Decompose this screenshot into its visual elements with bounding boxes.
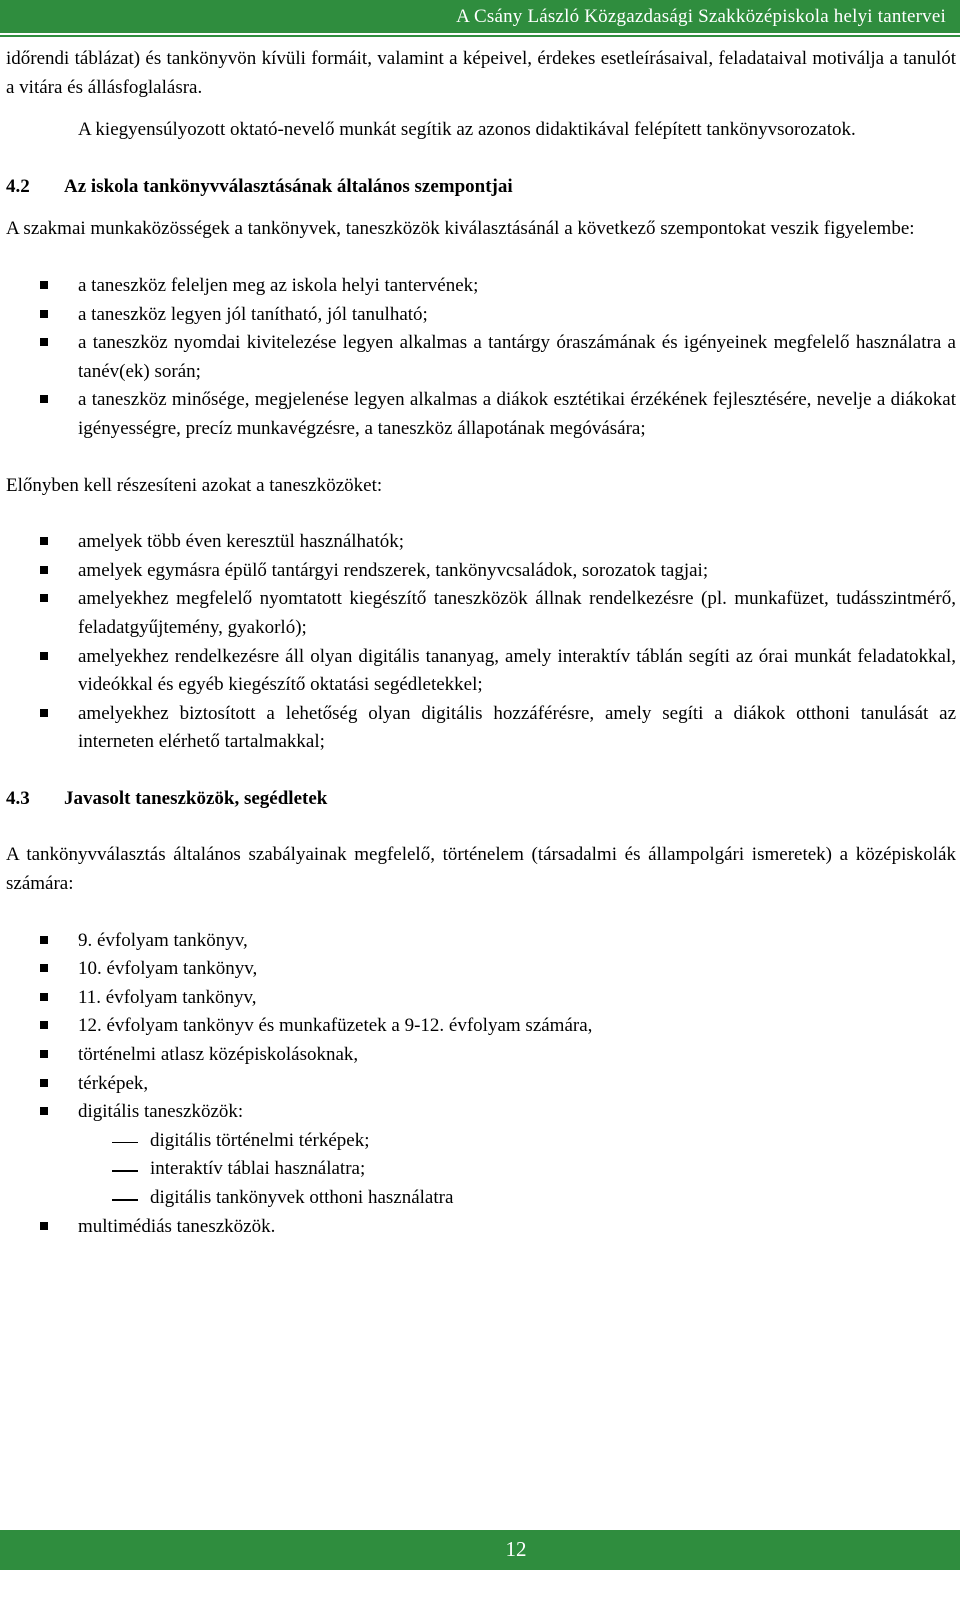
section-heading-4-2 xyxy=(6,173,956,202)
list-item: amelyekhez biztosított a lehetőség olyan digitális hozzáférésre, amely segíti a diákok otthoni tanulását az interneten elérhető tartalmakkal; xyxy=(6,700,956,757)
list-item: történelmi atlasz középiskolásoknak, xyxy=(6,1041,956,1070)
section-number: 4.2 xyxy=(6,175,30,197)
sublist-item: digitális tankönyvek otthoni használatra xyxy=(6,1184,956,1213)
section-lead: A tankönyvválasztás általános szabályainak megfelelő, történelem (társadalmi és állampolgári ismeretek) a középiskolák számára: xyxy=(6,844,956,895)
sublist-item: interaktív táblai használatra; xyxy=(6,1155,956,1184)
digital-sublist xyxy=(78,1127,956,1213)
sublist-item: digitális történelmi térképek; xyxy=(6,1127,956,1156)
list-item: amelyekhez megfelelő nyomtatott kiegészítő taneszközök állnak rendelkezésre (pl. munkafüzet, tudásszintmérő, feladatgyűjtemény, gyakorló); xyxy=(6,585,956,642)
page-header xyxy=(0,0,960,33)
list-item: a taneszköz minősége, megjelenése legyen alkalmas a diákok esztétikai érzékének fejlesztésére, nevelje a diákokat igényességre, precíz munkavégzésre, a taneszköz állapotának megóvására; xyxy=(6,386,956,443)
page-number: 12 xyxy=(505,1537,527,1561)
list-item: amelyek egymásra épülő tantárgyi rendszerek, tankönyvcsaládok, sorozatok tagjai; xyxy=(6,557,956,586)
list-item: a taneszköz legyen jól tanítható, jól tanulható; xyxy=(6,301,956,330)
list-item: 11. évfolyam tankönyv, xyxy=(6,984,956,1013)
list-item: 10. évfolyam tankönyv, xyxy=(6,955,956,984)
preference-list xyxy=(6,528,956,757)
header-divider xyxy=(0,35,960,37)
header-title: A Csány László Közgazdasági Szakközépiskola helyi tantervei xyxy=(456,6,946,27)
list-item: a taneszköz nyomdai kivitelezése legyen alkalmas a tantárgy óraszámának és igényeinek megfelelő használatra a tanév(ek) során; xyxy=(6,329,956,386)
section-lead: A szakmai munkaközösségek a tankönyvek, taneszközök kiválasztásánál a következő szempontokat veszik figyelembe: xyxy=(6,218,915,240)
page-footer xyxy=(0,1530,960,1570)
preference-lead: Előnyben kell részesíteni azokat a taneszközöket: xyxy=(6,474,383,496)
resource-list xyxy=(6,927,956,1242)
list-item-digital xyxy=(6,1098,956,1212)
list-item-label: digitális taneszközök: xyxy=(78,1101,244,1123)
section-title: Javasolt taneszközök, segédletek xyxy=(64,787,328,809)
section-number: 4.3 xyxy=(6,787,30,809)
list-item: multimédiás taneszközök. xyxy=(6,1213,956,1242)
list-item: amelyekhez rendelkezésre áll olyan digitális tananyag, amely interaktív táblán segíti az órai munkát feladatokkal, videókkal és egyéb kiegészítő oktatási segédletekkel; xyxy=(6,643,956,700)
intro-paragraph: időrendi táblázat) és tankönyvön kívüli formáit, valamint a képeivel, érdekes esetleírásaival, feladataival motiválja a tanulót a vitára és állásfoglalásra. xyxy=(6,48,956,98)
criteria-list xyxy=(6,272,956,444)
section-heading-4-3 xyxy=(6,785,956,814)
list-item: 12. évfolyam tankönyv és munkafüzetek a 9-12. évfolyam számára, xyxy=(6,1012,956,1041)
intro-paragraph-2: A kiegyensúlyozott oktató-nevelő munkát segítik az azonos didaktikával felépített tankönyvsorozatok. xyxy=(78,119,856,141)
list-item: amelyek több éven keresztül használhatók; xyxy=(6,528,956,557)
list-item: térképek, xyxy=(6,1070,956,1099)
section-title: Az iskola tankönyvválasztásának általános szempontjai xyxy=(64,175,513,197)
list-item: a taneszköz feleljen meg az iskola helyi tantervének; xyxy=(6,272,956,301)
document-body xyxy=(6,45,956,1241)
list-item: 9. évfolyam tankönyv, xyxy=(6,927,956,956)
